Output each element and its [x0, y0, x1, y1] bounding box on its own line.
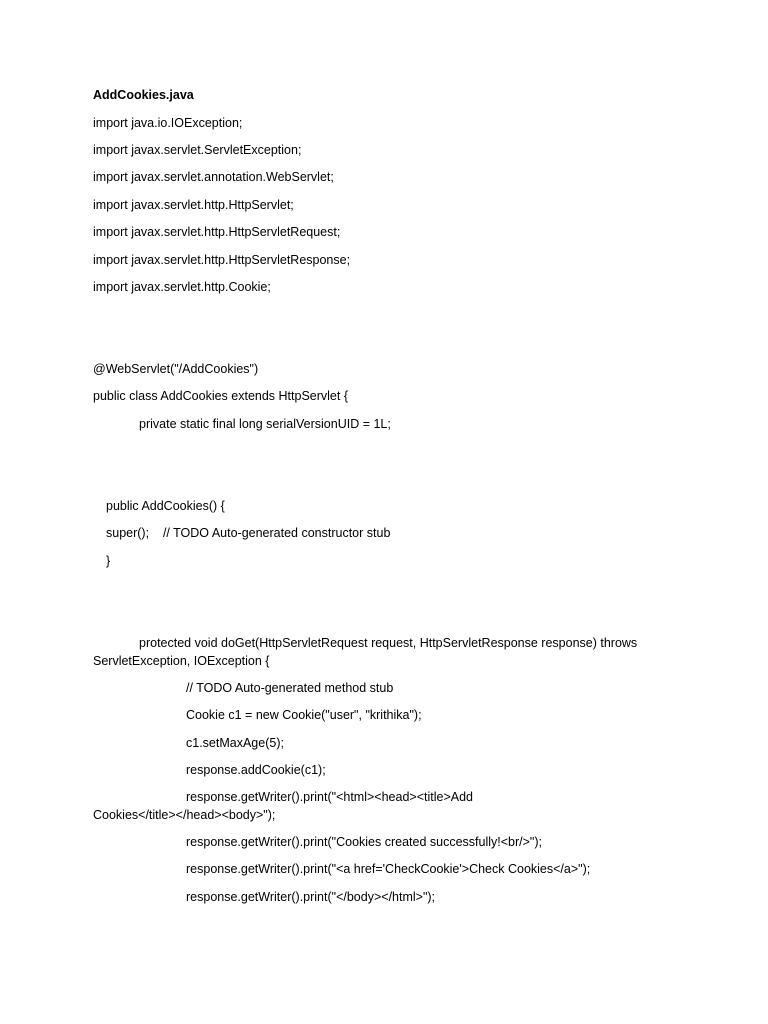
- annotation-line: @WebServlet("/AddCookies"): [93, 362, 259, 376]
- import-line: import javax.servlet.annotation.WebServlet;: [93, 170, 334, 184]
- class-declaration: public class AddCookies extends HttpServlet {: [93, 389, 348, 403]
- constructor-signature: public AddCookies() {: [106, 499, 225, 513]
- code-line: c1.setMaxAge(5);: [186, 736, 284, 750]
- code-line: response.getWriter().print("</body></html>");: [186, 890, 436, 904]
- import-line: import javax.servlet.http.HttpServlet;: [93, 198, 294, 212]
- constructor-body: super(); // TODO Auto-generated constructor stub: [106, 526, 391, 540]
- import-line: import javax.servlet.http.HttpServletResponse;: [93, 253, 351, 267]
- code-line: response.getWriter().print("<a href='CheckCookie'>Check Cookies</a>");: [186, 862, 591, 876]
- import-line: import javax.servlet.http.Cookie;: [93, 280, 271, 294]
- code-line: Cookie c1 = new Cookie("user", "krithika");: [186, 708, 422, 722]
- constructor-close: }: [106, 554, 111, 568]
- document-title: AddCookies.java: [93, 88, 194, 102]
- code-line: response.getWriter().print("Cookies created successfully!<br/>");: [186, 835, 542, 849]
- code-line: response.addCookie(c1);: [186, 763, 326, 777]
- code-line: // TODO Auto-generated method stub: [186, 681, 394, 695]
- import-line: import java.io.IOException;: [93, 116, 243, 130]
- code-line: response.getWriter().print("<html><head><title>Add Cookies</title></head><body>");: [93, 790, 473, 822]
- import-line: import javax.servlet.ServletException;: [93, 143, 302, 157]
- doget-signature: protected void doGet(HttpServletRequest request, HttpServletResponse response) throws ServletException, IOException {: [93, 636, 638, 668]
- import-line: import javax.servlet.http.HttpServletRequest;: [93, 225, 341, 239]
- serial-uid-line: private static final long serialVersionUID = 1L;: [139, 417, 391, 431]
